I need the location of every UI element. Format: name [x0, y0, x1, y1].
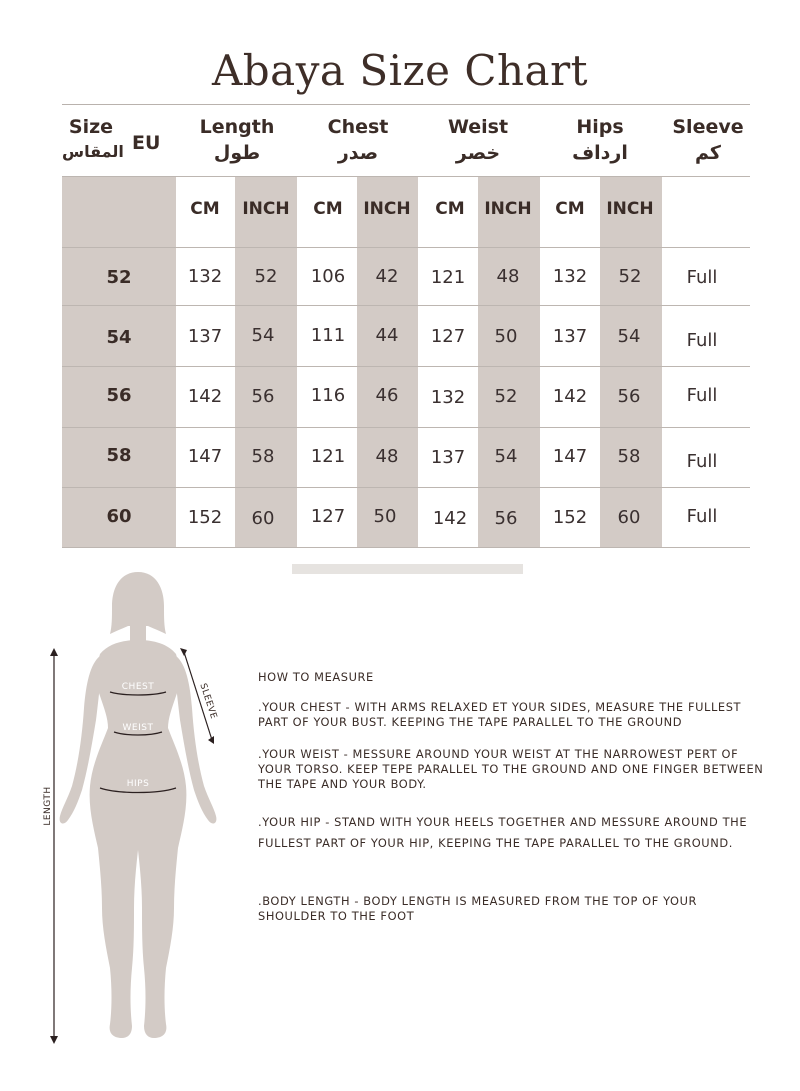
table-cell: 127	[430, 326, 466, 347]
header-weist-en: Weist	[447, 116, 509, 138]
table-cell: 142	[552, 386, 588, 407]
page-title: Abaya Size Chart	[211, 46, 589, 95]
table-cell-sleeve: Full	[686, 506, 718, 527]
figure-label-hips: HIPS	[126, 779, 150, 789]
unit-weist-inch: INCH	[484, 199, 532, 219]
table-cell: 142	[432, 508, 468, 529]
header-chest-ar: صدر	[337, 142, 379, 164]
unit-hips-inch: INCH	[606, 199, 654, 219]
table-line	[62, 366, 750, 367]
table-row-size: 58	[106, 445, 132, 466]
table-cell-sleeve: Full	[686, 451, 718, 472]
table-cell: 152	[187, 507, 223, 528]
table-cell: 58	[251, 446, 275, 467]
table-cell: 52	[618, 266, 642, 287]
figure-label-sleeve: SLEEVE	[197, 682, 219, 721]
table-cell: 48	[375, 446, 399, 467]
table-line	[62, 427, 750, 428]
table-row-size: 54	[106, 327, 132, 348]
table-cell: 142	[187, 386, 223, 407]
table-cell: 42	[375, 266, 399, 287]
table-line	[62, 176, 750, 177]
size-column-shade	[62, 177, 176, 548]
table-cell: 137	[187, 326, 223, 347]
length-inch-shade	[235, 177, 297, 548]
header-size-ar: المقاس	[62, 142, 124, 161]
table-cell: 121	[430, 267, 466, 288]
header-size-en: Size	[68, 116, 114, 138]
table-cell: 52	[494, 386, 518, 407]
header-weist	[418, 116, 538, 164]
table-cell: 50	[494, 326, 518, 347]
figure-label-length: LENGTH	[43, 786, 53, 826]
how-to-measure-heading: HOW TO MEASURE	[258, 670, 374, 684]
table-cell: 56	[617, 386, 641, 407]
table-cell: 54	[251, 325, 275, 346]
instruction-length: .BODY LENGTH - BODY LENGTH IS MEASURED FROM THE TOP OF YOUR SHOULDER TO THE FOOT	[258, 894, 698, 923]
table-cell: 46	[375, 385, 399, 406]
weist-inch-shade	[478, 177, 540, 548]
header-length	[177, 116, 297, 164]
table-line	[62, 305, 750, 306]
table-cell: 44	[375, 325, 399, 346]
header-chest	[298, 116, 418, 164]
unit-chest-cm: CM	[313, 199, 343, 219]
table-cell: 132	[552, 266, 588, 287]
header-size	[62, 116, 124, 161]
table-cell: 52	[254, 266, 278, 287]
table-cell: 56	[494, 508, 518, 529]
table-cell: 116	[310, 385, 346, 406]
horizontal-scrollbar[interactable]	[292, 564, 523, 574]
unit-length-cm: CM	[190, 199, 220, 219]
header-chest-en: Chest	[327, 116, 389, 138]
table-cell: 54	[494, 446, 518, 467]
instruction-chest: .YOUR CHEST - WITH ARMS RELAXED ET YOUR SIDES, MEASURE THE FULLEST PART OF YOUR BUST. KEEPING THE TAPE PARALLEL TO THE GROUND	[258, 700, 742, 729]
table-cell: 132	[187, 266, 223, 287]
figure-label-chest: CHEST	[121, 682, 155, 692]
table-cell: 137	[552, 326, 588, 347]
instruction-hip: .YOUR HIP - STAND WITH YOUR HEELS TOGETHER AND MESSURE AROUND THE FULLEST PART OF YOUR HIP, KEEPING THE TAPE PARALLEL TO THE GROUND.	[258, 815, 748, 850]
header-sleeve	[664, 116, 752, 164]
title-divider	[62, 104, 750, 105]
unit-hips-cm: CM	[555, 199, 585, 219]
unit-chest-inch: INCH	[363, 199, 411, 219]
header-hips-en: Hips	[576, 116, 624, 138]
table-cell-sleeve: Full	[686, 385, 718, 406]
table-line	[62, 247, 750, 248]
header-weist-ar: خصر	[455, 142, 501, 164]
table-cell: 132	[430, 387, 466, 408]
header-length-en: Length	[199, 116, 275, 138]
table-line	[62, 547, 750, 548]
header-size-eu: EU	[132, 132, 161, 154]
table-cell: 121	[310, 446, 346, 467]
body-measurement-figure	[38, 568, 238, 1048]
header-hips-ar: ارداف	[572, 142, 628, 164]
header-hips	[540, 116, 660, 164]
header-length-ar: طول	[213, 142, 261, 164]
header-sleeve-ar: كم	[695, 142, 721, 164]
figure-label-weist: WEIST	[122, 723, 154, 733]
unit-length-inch: INCH	[242, 199, 290, 219]
table-row-size: 56	[106, 385, 132, 406]
chest-inch-shade	[357, 177, 418, 548]
unit-weist-cm: CM	[435, 199, 465, 219]
table-cell: 147	[552, 446, 588, 467]
table-cell: 54	[617, 326, 641, 347]
table-cell: 152	[552, 507, 588, 528]
table-cell-sleeve: Full	[686, 330, 718, 351]
table-cell: 106	[310, 266, 346, 287]
table-cell-sleeve: Full	[686, 267, 718, 288]
table-cell: 48	[496, 266, 520, 287]
table-cell: 58	[617, 446, 641, 467]
table-row-size: 60	[106, 506, 132, 527]
table-cell: 111	[310, 325, 346, 346]
table-cell: 60	[617, 507, 641, 528]
table-cell: 147	[187, 446, 223, 467]
table-cell: 137	[430, 447, 466, 468]
instruction-weist: .YOUR WEIST - MESSURE AROUND YOUR WEIST AT THE NARROWEST PERT OF YOUR TORSO. KEEP TEPE PARALLEL TO THE GROUND AND ONE FINGER BETWEEN THE TAPE AND YOUR BODY.	[258, 747, 764, 791]
table-line	[62, 487, 750, 488]
header-sleeve-en: Sleeve	[672, 116, 744, 138]
table-cell: 60	[251, 508, 275, 529]
table-cell: 56	[251, 386, 275, 407]
hips-inch-shade	[600, 177, 662, 548]
table-cell: 50	[373, 506, 397, 527]
table-row-size: 52	[106, 267, 132, 288]
table-cell: 127	[310, 506, 346, 527]
